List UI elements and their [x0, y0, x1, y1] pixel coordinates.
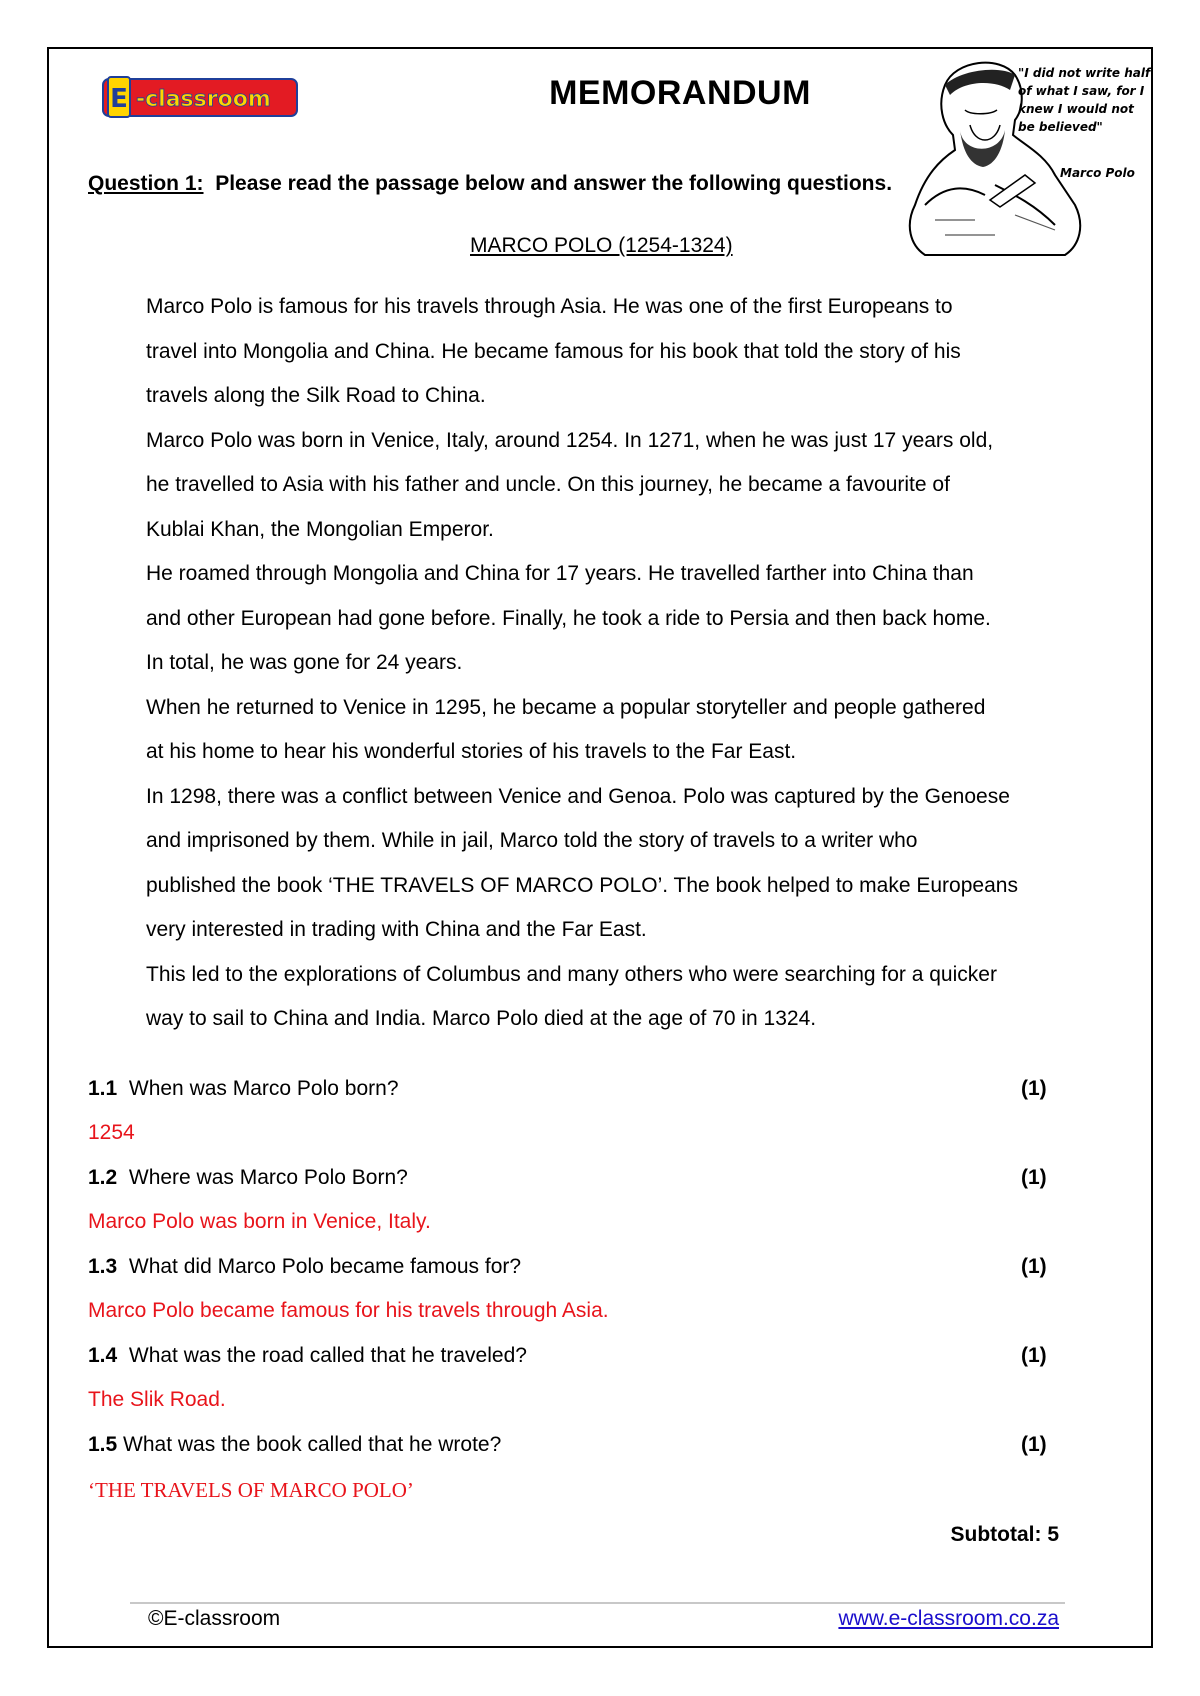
question-number: 1.2 [88, 1166, 118, 1189]
passage-line: Marco Polo is famous for his travels through Asia. He was one of the first Europeans to [146, 295, 953, 318]
question-text: What was the road called that he traveled? [128, 1344, 527, 1367]
answer-text: The Slik Road. [88, 1388, 226, 1411]
passage-line: travels along the Silk Road to China. [146, 384, 486, 407]
svg-text:E: E [110, 84, 128, 114]
question-text: What did Marco Polo became famous for? [128, 1255, 522, 1278]
question-item [88, 1255, 1058, 1279]
passage-line: Marco Polo was born in Venice, Italy, around 1254. In 1271, when he was just 17 years old, [146, 428, 994, 452]
passage-line: In 1298, there was a conflict between Venice and Genoa. Polo was captured by the Genoese [146, 784, 1010, 808]
passage-line: He roamed through Mongolia and China for 17 years. He travelled farther into China than [146, 562, 974, 585]
question-number: 1.4 [88, 1344, 118, 1367]
question-item [88, 1077, 1058, 1101]
footer-website-link[interactable]: www.e-classroom.co.za [838, 1607, 1059, 1630]
question-instruction: Please read the passage below and answer the following questions. [215, 172, 893, 195]
question-text: Where was Marco Polo Born? [128, 1166, 408, 1189]
question-mark: (1) [1021, 1166, 1047, 1189]
question-text: What was the book called that he wrote? [123, 1433, 502, 1456]
question-number: 1.3 [88, 1255, 118, 1278]
passage-line: and imprisoned by them. While in jail, Marco told the story of travels to a writer who [146, 829, 918, 852]
e-classroom-logo [102, 76, 298, 118]
answer-text: Marco Polo was born in Venice, Italy. [88, 1210, 431, 1233]
passage-line: he travelled to Asia with his father and uncle. On this journey, he became a favourite of [146, 473, 950, 496]
passage-line: travel into Mongolia and China. He became famous for his book that told the story of his [146, 339, 961, 363]
question-text: When was Marco Polo born? [128, 1077, 399, 1100]
answer-text: 1254 [88, 1121, 135, 1144]
passage-line: When he returned to Venice in 1295, he became a popular storyteller and people gathered [146, 695, 986, 719]
question-item [88, 1166, 1058, 1190]
question-mark: (1) [1021, 1433, 1047, 1456]
passage-line: way to sail to China and India. Marco Polo died at the age of 70 in 1324. [146, 1007, 817, 1030]
subtotal: Subtotal: 5 [950, 1523, 1059, 1546]
question-item [88, 1344, 1058, 1368]
question-label: Question 1: [88, 172, 204, 195]
question-mark: (1) [1021, 1077, 1047, 1100]
question-number: 1.5 [88, 1433, 118, 1456]
question-mark: (1) [1021, 1344, 1047, 1367]
question-number: 1.1 [88, 1077, 118, 1100]
passage-line: This led to the explorations of Columbus and many others who were searching for a quicker [146, 962, 997, 986]
answer-text: ‘THE TRAVELS OF MARCO POLO’ [88, 1478, 414, 1502]
footer-copyright: ©E-classroom [148, 1607, 281, 1630]
footer-divider [130, 1602, 1065, 1604]
question-item [88, 1433, 1058, 1457]
question-mark: (1) [1021, 1255, 1047, 1278]
passage-line: and other European had gone before. Finally, he took a ride to Persia and then back home. [146, 606, 991, 630]
quote-author: Marco Polo [1060, 166, 1135, 180]
passage-line: In total, he was gone for 24 years. [146, 651, 463, 674]
passage-line: at his home to hear his wonderful stories of his travels to the Far East. [146, 740, 797, 763]
passage-title: MARCO POLO (1254-1324) [470, 234, 733, 257]
passage-line: published the book ‘THE TRAVELS OF MARCO POLO’. The book helped to make Europeans [146, 873, 1018, 897]
passage-line: Kublai Khan, the Mongolian Emperor. [146, 517, 494, 541]
page-title: MEMORANDUM [549, 74, 811, 112]
question-heading [88, 172, 892, 196]
marco-polo-quote: "I did not write half of what I saw, for I knew I would not be believed" [1018, 66, 1151, 134]
passage-line: very interested in trading with China and the Far East. [146, 918, 647, 941]
answer-text: Marco Polo became famous for his travels through Asia. [88, 1299, 609, 1322]
svg-text:-classroom: -classroom [136, 87, 271, 112]
passage-text [146, 285, 1086, 1042]
